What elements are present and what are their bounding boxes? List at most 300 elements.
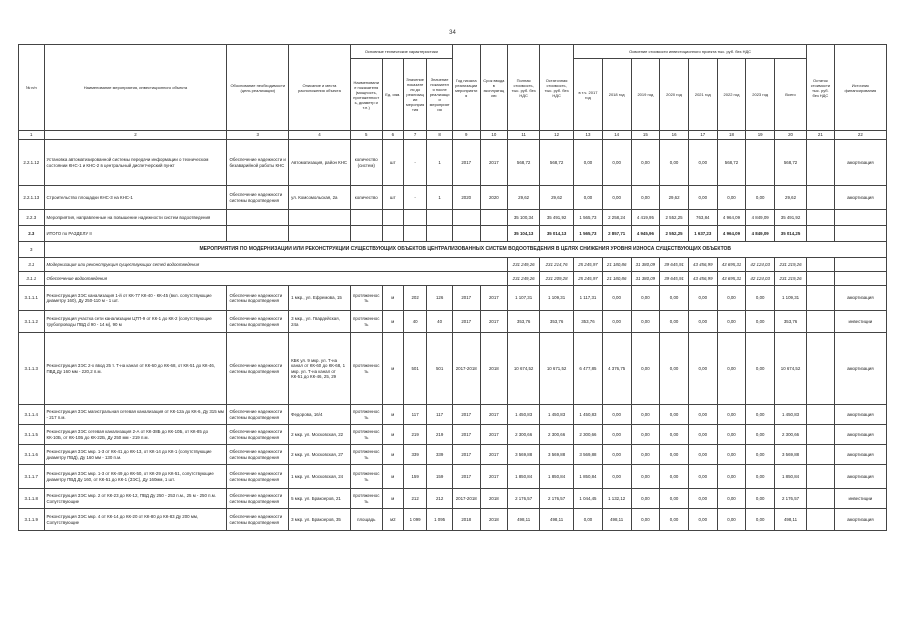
table-cell: 2017-2018 — [452, 489, 480, 509]
table-cell: 0,00 — [631, 311, 660, 333]
table-cell — [289, 210, 351, 226]
table-cell: 1 565,73 — [574, 210, 603, 226]
table-cell: 4 419,95 — [631, 210, 660, 226]
table-cell: 1 850,84 — [508, 465, 540, 489]
table-cell: 231 219,26 — [775, 272, 807, 286]
table-cell — [807, 186, 835, 210]
table-cell: 2 мкр. ул. Московская, 27 — [289, 445, 351, 465]
table-cell — [807, 509, 835, 531]
table-cell: протяженность — [350, 311, 382, 333]
table-cell: Обеспечение надежности системы водоотведения — [227, 286, 289, 311]
hdr-source: Источник финансирования — [834, 45, 886, 131]
hdr-year-2019: 2019 год — [631, 59, 660, 131]
table-cell: 1 — [427, 186, 453, 210]
hdr-unit: Ед. изм. — [382, 59, 403, 131]
table-cell: 2017 — [480, 311, 508, 333]
table-cell: 231 219,26 — [775, 258, 807, 272]
table-cell: Реконструкция ЗЭС сетевая канализация 2-А от КК-38Б до КК-10Б, от КК-85 до КК-10Б, от КК-10Б до КК-22Б, Ду 250 мм - 219 п.м. — [44, 425, 227, 445]
table-cell: протяженность — [350, 425, 382, 445]
table-cell: 0,00 — [717, 509, 746, 531]
table-cell — [427, 226, 453, 242]
table-cell: Обеспечение надежности системы водоотведения — [227, 186, 289, 210]
table-cell: 3.1.1 — [19, 272, 45, 286]
table-cell: 117 — [427, 405, 453, 425]
table-cell: амортизация — [834, 509, 886, 531]
table-cell: 2020 — [480, 186, 508, 210]
table-cell: протяженность — [350, 333, 382, 405]
table-cell — [807, 425, 835, 445]
table-cell: 0,00 — [631, 489, 660, 509]
table-row — [19, 272, 887, 286]
table-cell: 0,00 — [631, 333, 660, 405]
table-cell: 2018 — [480, 333, 508, 405]
table-cell: 219 — [403, 425, 426, 445]
table-cell: 1 450,83 — [508, 405, 540, 425]
hdr-year-2022: 2022 год — [717, 59, 746, 131]
table-cell: м — [382, 445, 403, 465]
table-cell: 0,00 — [602, 311, 631, 333]
table-cell: 1 107,31 — [508, 286, 540, 311]
table-cell: 2017 — [452, 311, 480, 333]
hdr-year-2018: 2018 год — [602, 59, 631, 131]
table-cell: 0,00 — [746, 425, 775, 445]
col-num: 13 — [574, 131, 603, 140]
table-cell: Реконструкция ЗЭС мкр. 4 от КК-14 до КК-20 от КК-80 до КК-83 Ду 200 мм, Сопутствующие — [44, 509, 227, 531]
table-cell: 31 380,09 — [631, 258, 660, 272]
table-cell: - — [403, 140, 426, 186]
table-cell: 2 300,66 — [574, 425, 603, 445]
table-cell: 1 850,84 — [574, 465, 603, 489]
table-cell: 0,00 — [602, 445, 631, 465]
table-cell: 0,00 — [574, 140, 603, 186]
hdr-justification: Обоснование необходимости (цель реализации) — [227, 45, 289, 131]
table-cell: Реконструкция участка сети канализации ЦТП-9 от КК-1 до КК-2 (сопутствующие трубопроводы ПВД d 90 - 14 м), 90 м — [44, 311, 227, 333]
table-cell: 2017 — [480, 405, 508, 425]
table-cell: 6 477,85 — [574, 333, 603, 405]
table-cell: протяженность — [350, 489, 382, 509]
col-num: 14 — [602, 131, 631, 140]
table-cell: 1 850,84 — [540, 465, 574, 489]
table-cell: 39 645,91 — [660, 258, 689, 272]
table-cell: 0,00 — [717, 465, 746, 489]
table-cell: 501 — [403, 333, 426, 405]
table-cell: 3 569,88 — [574, 445, 603, 465]
table-cell — [807, 272, 835, 286]
table-cell: 2.2.1.12 — [19, 140, 45, 186]
table-cell: 29,62 — [540, 186, 574, 210]
table-cell: 43 456,99 — [688, 258, 717, 272]
hdr-year-2020: 2020 год — [660, 59, 689, 131]
table-cell: 339 — [403, 445, 426, 465]
table-cell: 2017 — [452, 286, 480, 311]
table-cell: 231 214,76 — [540, 258, 574, 272]
table-cell: 2017 — [452, 445, 480, 465]
table-cell: Автоматизация, район КНС — [289, 140, 351, 186]
table-cell: 0,00 — [688, 509, 717, 531]
table-cell: 0,00 — [602, 140, 631, 186]
table-cell: 29,62 — [508, 186, 540, 210]
section-title: МЕРОПРИЯТИЯ ПО МОДЕРНИЗАЦИИ ИЛИ РЕКОНСТРУКЦИИ СУЩЕСТВУЮЩИХ ОБЪЕКТОВ ЦЕНТРАЛИЗОВАННЫХ СИСТЕМ ВОДООТВЕДЕНИЯ В ЦЕЛЯХ СНИЖЕНИЯ УРОВНЯ ИЗНОСА СУЩЕСТВУЮЩИХ ОБЪЕКТОВ — [44, 242, 886, 258]
table-cell: - — [403, 186, 426, 210]
col-num: 12 — [540, 131, 574, 140]
table-cell: 353,76 — [775, 311, 807, 333]
table-cell: 0,00 — [660, 489, 689, 509]
table-cell: 0,00 — [688, 311, 717, 333]
table-cell: 2 176,57 — [775, 489, 807, 509]
table-cell: 35 014,25 — [775, 226, 807, 242]
hdr-name: Наименование мероприятия, инвестиционного объекта — [44, 45, 227, 131]
table-cell: 0,00 — [602, 186, 631, 210]
table-cell: 3 мкр. ул. Бракоеров, 35 — [289, 509, 351, 531]
table-cell — [480, 210, 508, 226]
table-cell: 0,00 — [602, 286, 631, 311]
table-cell: м — [382, 405, 403, 425]
hdr-year-2021: 2021 год — [688, 59, 717, 131]
table-cell — [834, 226, 886, 242]
table-cell: 1 — [427, 140, 453, 186]
table-cell: 498,11 — [602, 509, 631, 531]
table-cell: количество (систем) — [350, 140, 382, 186]
table-cell — [807, 489, 835, 509]
table-cell: 3.1.1.3 — [19, 333, 45, 405]
table-row — [19, 489, 887, 509]
table-cell: 2018 — [480, 509, 508, 531]
table-cell: 0,00 — [717, 489, 746, 509]
table-cell: 25 245,97 — [574, 258, 603, 272]
col-num: 1 — [19, 131, 45, 140]
table-cell: 3 мкр., ул. Гвардейская, 24а — [289, 311, 351, 333]
table-cell: 2.2.1.13 — [19, 186, 45, 210]
table-cell: 40 — [403, 311, 426, 333]
table-cell: 1 450,83 — [574, 405, 603, 425]
table-cell: 0,00 — [631, 465, 660, 489]
table-cell: Обеспечение надежности системы водоотведения — [227, 425, 289, 445]
table-cell: 212 — [403, 489, 426, 509]
table-cell: 763,84 — [688, 210, 717, 226]
table-cell: 3.1.1.4 — [19, 405, 45, 425]
table-cell: м — [382, 311, 403, 333]
hdr-after: Значение показателя после реализации мероприятия — [427, 59, 453, 131]
table-cell: инвестиции — [834, 489, 886, 509]
table-cell — [480, 226, 508, 242]
table-cell: 4 964,09 — [717, 210, 746, 226]
table-cell: 0,00 — [746, 489, 775, 509]
table-cell: 212 — [427, 489, 453, 509]
table-cell: Обеспечение водоотведения — [44, 272, 508, 286]
table-cell: 0,00 — [717, 425, 746, 445]
table-cell: 35 014,13 — [540, 226, 574, 242]
table-cell: 4 964,09 — [717, 226, 746, 242]
table-cell: 4 376,75 — [602, 333, 631, 405]
table-cell: 39 645,91 — [660, 272, 689, 286]
table-cell: 2017 — [480, 425, 508, 445]
table-cell: м — [382, 489, 403, 509]
table-cell: 0,00 — [688, 489, 717, 509]
table-cell: ул. Комсомольская, 2a — [289, 186, 351, 210]
table-cell: количество — [350, 186, 382, 210]
table-cell: Обеспечение надежности системы водоотведения — [227, 445, 289, 465]
table-cell: 498,11 — [540, 509, 574, 531]
table-cell: 0,00 — [746, 333, 775, 405]
table-cell: 159 — [403, 465, 426, 489]
table-cell: 35 100,34 — [508, 210, 540, 226]
table-cell: Мероприятия, направленные на повышение надежности систем водоотведения — [44, 210, 227, 226]
table-cell — [403, 210, 426, 226]
table-cell: Обеспечение надежности системы водоотведения — [227, 405, 289, 425]
table-cell: 0,00 — [746, 405, 775, 425]
table-cell: м — [382, 286, 403, 311]
table-cell: 43 456,99 — [688, 272, 717, 286]
col-num: 20 — [775, 131, 807, 140]
table-cell: Реконструкция ЗЭС магистральная сетевая канализация от КК-12а до КК-6, Ду 315 мм - 217 п.м. — [44, 405, 227, 425]
col-num: 18 — [717, 131, 746, 140]
table-cell: 353,76 — [574, 311, 603, 333]
table-cell: Реконструкция ЗЭС канализация 1-й от КК-77 КК-40 - КК-45 (вкл. сопутствующие диаметру 160), Ду 250-110 м - 1 шт. — [44, 286, 227, 311]
table-cell: 498,11 — [508, 509, 540, 531]
table-cell: 0,00 — [631, 405, 660, 425]
table-cell: 3 569,88 — [508, 445, 540, 465]
table-cell: 3.1 — [19, 258, 45, 272]
table-cell — [834, 258, 886, 272]
col-num: 9 — [452, 131, 480, 140]
col-num: 16 — [660, 131, 689, 140]
table-cell: Реконструкция ЗЭС 2-х ввод 25 т. Т-на канал от КК-60 до КК-68, от КК-51 до КК-46, ПВД Ду 160 мм - 220,2 п.м. — [44, 333, 227, 405]
table-cell: 0,00 — [660, 465, 689, 489]
table-cell: 0,00 — [746, 311, 775, 333]
table-cell: Установка автоматизированной системы передачи информации о техническом состоянии КНС-1 и КНС-2 в центральный диспетчерский пункт — [44, 140, 227, 186]
table-cell: протяженность — [350, 405, 382, 425]
table-cell: 0,00 — [631, 425, 660, 445]
table-cell: 231 209,28 — [540, 272, 574, 286]
table-cell: 1 117,31 — [574, 286, 603, 311]
table-cell — [807, 405, 835, 425]
table-cell: 2017 — [452, 465, 480, 489]
table-cell: 3.1.1.2 — [19, 311, 45, 333]
table-cell: 0,00 — [631, 286, 660, 311]
hdr-tech-group: Основные технические характеристики — [350, 45, 452, 59]
table-cell: 31 380,09 — [631, 272, 660, 286]
table-cell: 1 450,83 — [540, 405, 574, 425]
table-cell: 0,00 — [602, 425, 631, 445]
hdr-no: № п/п — [19, 45, 45, 131]
hdr-year-start: Год начала реализации мероприятия — [452, 45, 480, 131]
table-cell: 43 695,31 — [717, 272, 746, 286]
table-cell: 219 — [427, 425, 453, 445]
table-cell: 2017 — [452, 425, 480, 445]
table-cell — [834, 210, 886, 226]
table-cell: м — [382, 465, 403, 489]
table-cell: 10 674,52 — [508, 333, 540, 405]
table-cell — [807, 465, 835, 489]
table-cell: амортизация — [834, 333, 886, 405]
table-cell: 1 мкр. ул. Московская, 24 — [289, 465, 351, 489]
table-cell: 501 — [427, 333, 453, 405]
table-cell: амортизация — [834, 140, 886, 186]
table-cell: 0,00 — [688, 425, 717, 445]
table-cell: 1 109,31 — [775, 286, 807, 311]
table-cell: 2017 — [452, 140, 480, 186]
hdr-remaining: Остаток стоимости тыс. руб. без НДС — [807, 45, 835, 131]
table-row — [19, 509, 887, 531]
table-cell: 2020 — [452, 186, 480, 210]
col-num: 11 — [508, 131, 540, 140]
table-cell: 1 мкр., ул. Ефремова, 15 — [289, 286, 351, 311]
table-row — [19, 286, 887, 311]
table-cell: 0,00 — [631, 140, 660, 186]
col-num: 3 — [227, 131, 289, 140]
table-cell: 4 849,09 — [746, 226, 775, 242]
table-cell: 2 300,66 — [540, 425, 574, 445]
table-cell: 29,62 — [660, 186, 689, 210]
table-cell: 0,00 — [746, 509, 775, 531]
hdr-year-2017: в т.ч. 2017 год — [574, 59, 603, 131]
table-cell: 0,00 — [717, 311, 746, 333]
table-cell: 568,72 — [717, 140, 746, 186]
table-cell: 568,72 — [540, 140, 574, 186]
table-row — [19, 210, 887, 226]
table-row — [19, 445, 887, 465]
table-cell: 2 176,57 — [540, 489, 574, 509]
table-cell — [227, 226, 289, 242]
table-cell: 0,00 — [688, 186, 717, 210]
table-cell: 117 — [403, 405, 426, 425]
col-num: 4 — [289, 131, 351, 140]
table-cell: 0,00 — [688, 445, 717, 465]
table-cell: 2 552,25 — [660, 210, 689, 226]
table-cell — [350, 210, 382, 226]
table-cell — [227, 210, 289, 226]
col-num: 5 — [350, 131, 382, 140]
table-cell: 126 — [427, 286, 453, 311]
col-num: 6 — [382, 131, 403, 140]
table-cell: 0,00 — [660, 445, 689, 465]
table-cell: протяженность — [350, 286, 382, 311]
table-cell: амортизация — [834, 286, 886, 311]
hdr-tech-name: Наименование показателя (мощность, протяженность, диаметр и т.п.) — [350, 59, 382, 131]
col-num: 17 — [688, 131, 717, 140]
table-cell: 0,00 — [717, 286, 746, 311]
table-cell: Обеспечение надежности системы водоотведения — [227, 489, 289, 509]
table-cell: м — [382, 333, 403, 405]
table-cell: 0,00 — [660, 333, 689, 405]
table-cell: м — [382, 425, 403, 445]
table-cell: Строительство площадки КНС-3 на КНС-1 — [44, 186, 227, 210]
table-cell: 0,00 — [717, 333, 746, 405]
table-cell: 0,00 — [660, 140, 689, 186]
table-cell: 2017 — [452, 405, 480, 425]
table-cell: Обеспечение надежности системы водоотведения — [227, 465, 289, 489]
table-cell — [350, 226, 382, 242]
table-cell: Реконструкция ЗЭС мкр. 2 от КК-23 до КК-12, ПВД Ду 250 - 253 п.м., 25 м - 250 п.м. Сопутствующие — [44, 489, 227, 509]
hdr-location: Описание и места расположения объекта — [289, 45, 351, 131]
table-cell: ИТОГО по РАЗДЕЛУ II — [44, 226, 227, 242]
table-cell: 353,76 — [508, 311, 540, 333]
table-cell — [382, 210, 403, 226]
table-cell: 35 491,92 — [540, 210, 574, 226]
table-cell: 0,00 — [746, 465, 775, 489]
table-cell: 2 176,57 — [508, 489, 540, 509]
table-cell: 0,00 — [688, 286, 717, 311]
table-cell: 3.1.1.9 — [19, 509, 45, 531]
column-number-row — [19, 131, 887, 140]
table-cell: 42 124,03 — [746, 272, 775, 286]
table-row — [19, 405, 887, 425]
table-cell: 2 300,66 — [775, 425, 807, 445]
table-row — [19, 425, 887, 445]
table-cell: 2 258,24 — [602, 210, 631, 226]
table-cell: м2 — [382, 509, 403, 531]
table-cell: 10 671,52 — [540, 333, 574, 405]
table-cell: 4 849,09 — [746, 210, 775, 226]
table-cell: 5 мкр. ул. Бракоеров, 21 — [289, 489, 351, 509]
table-cell: 0,00 — [631, 509, 660, 531]
table-cell: 25 245,97 — [574, 272, 603, 286]
table-cell: амортизация — [834, 405, 886, 425]
table-cell: шт — [382, 140, 403, 186]
col-num: 8 — [427, 131, 453, 140]
hdr-full-cost: Полная стоимость, тыс. руб. без НДС — [508, 45, 540, 131]
table-cell: 2018 — [452, 509, 480, 531]
table-cell: 1 095 — [427, 509, 453, 531]
table-cell: шт — [382, 186, 403, 210]
table-cell — [807, 210, 835, 226]
table-cell: 2 мкр. ул. Московская, 22 — [289, 425, 351, 445]
table-cell: 2017 — [480, 445, 508, 465]
table-cell: 3 569,88 — [775, 445, 807, 465]
table-cell: Обеспечение надежности и безаварийной работы КНС — [227, 140, 289, 186]
hdr-invest-group: Освоение стоимости инвестиционного проекта тыс. руб. без НДС — [574, 45, 807, 59]
table-cell: 0,00 — [574, 509, 603, 531]
table-cell: 3.1.1.7 — [19, 465, 45, 489]
table-cell: Реконструкция ЗЭС мкр. 1-3 от КК-41 до КК-13, от КК-14 до КК-1 (сопутствующие диаметру ПВД), Ду 160 мм - 130 п.м. — [44, 445, 227, 465]
table-cell: 3 569,88 — [540, 445, 574, 465]
table-cell: 2018 — [480, 489, 508, 509]
table-cell: 568,72 — [508, 140, 540, 186]
table-cell: 2 857,71 — [602, 226, 631, 242]
table-cell — [807, 286, 835, 311]
table-cell: 3.1.1.5 — [19, 425, 45, 445]
table-cell: 0,00 — [631, 445, 660, 465]
table-cell: 0,00 — [574, 186, 603, 210]
table-row — [19, 311, 887, 333]
table-cell: амортизация — [834, 186, 886, 210]
table-cell: 2017 — [480, 465, 508, 489]
table-cell — [289, 226, 351, 242]
table-cell: Модернизация или реконструкция существующих сетей водоотведения — [44, 258, 508, 272]
table-cell: 353,76 — [540, 311, 574, 333]
table-cell: 1 044,45 — [574, 489, 603, 509]
table-cell: 0,00 — [660, 311, 689, 333]
investment-table — [18, 44, 887, 531]
table-cell: 1 637,23 — [688, 226, 717, 242]
table-cell: 0,00 — [717, 405, 746, 425]
page-number: 34 — [449, 30, 456, 36]
table-cell: 40 — [427, 311, 453, 333]
table-cell: 42 124,03 — [746, 258, 775, 272]
table-row — [19, 226, 887, 242]
table-cell: 568,72 — [775, 140, 807, 186]
hdr-year-2023: 2023 год — [746, 59, 775, 131]
hdr-before: Значение показателя до реализации мероприятия — [403, 59, 426, 131]
table-cell — [403, 226, 426, 242]
hdr-total: Всего — [775, 59, 807, 131]
col-num: 2 — [44, 131, 227, 140]
table-cell: 2017 — [480, 286, 508, 311]
table-cell: Обеспечение надежности системы водоотведения — [227, 333, 289, 405]
table-cell: Обеспечение надежности системы водоотведения — [227, 509, 289, 531]
col-num: 22 — [834, 131, 886, 140]
table-cell: 0,00 — [688, 465, 717, 489]
